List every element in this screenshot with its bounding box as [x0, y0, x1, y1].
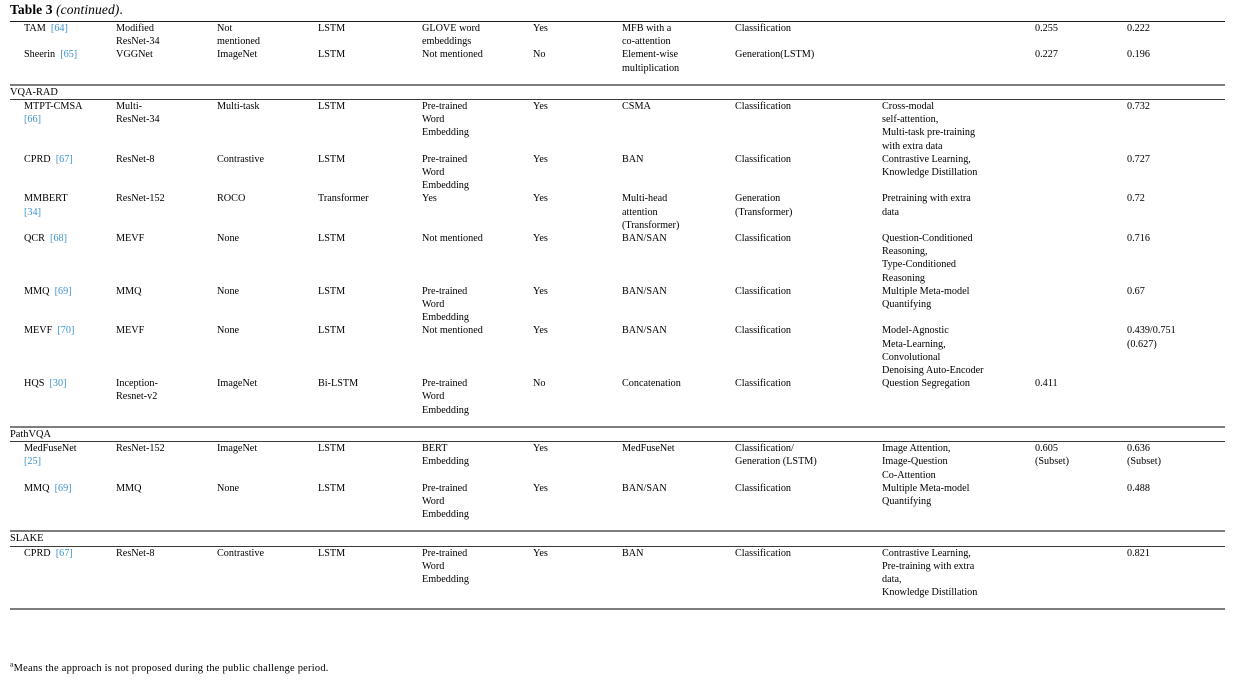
table-cell-techniques [882, 22, 1035, 49]
table-cell-language-encoder: LSTM [318, 442, 422, 482]
table-cell-score-1 [1035, 324, 1127, 377]
table-cell-text-embedding: Not mentioned [422, 233, 483, 245]
spacer-cell [1127, 521, 1225, 531]
method-name: CPRD [24, 547, 51, 559]
table-cell-task: Generation (Transformer) [735, 193, 793, 218]
table-cell-fusion: BAN/SAN [622, 482, 667, 494]
table-cell-pretraining: None [217, 233, 240, 245]
table-cell-techniques: Multiple Meta-model Quantifying [882, 285, 970, 311]
table-cell-techniques [882, 48, 1035, 74]
table-cell-score-1 [1035, 285, 1127, 325]
table-cell-score-2: 0.72 [1127, 193, 1145, 205]
table-cell-language-encoder: LSTM [318, 325, 346, 337]
table-cell-task: Classification [735, 100, 882, 153]
table-cell-visual-encoder: Inception- Resnet-v2 [116, 378, 158, 403]
table-cell-pretraining: Multi-task [217, 100, 318, 153]
table-caption-continued: (continued) [56, 2, 120, 17]
spacer-cell [318, 75, 422, 85]
table-row [10, 22, 1225, 49]
table-cell-visual-encoder: MMQ [116, 482, 142, 494]
table-cell-text-embedding: Not mentioned [422, 49, 483, 61]
footnote-marker: a [10, 659, 14, 669]
spacer-cell [217, 417, 318, 427]
table-cell-task: Classification [735, 378, 792, 390]
closing-rule-cell [533, 609, 622, 610]
table-spacer-row [10, 599, 1225, 609]
spacer-cell [622, 521, 735, 531]
table-cell-method [10, 232, 116, 285]
citation-link[interactable]: [69] [54, 482, 72, 494]
table-cell-techniques: Contrastive Learning, Pre-training with extra data, Knowledge Distillation [882, 546, 1035, 599]
table-cell-language-encoder: Transformer [318, 193, 369, 205]
table-cell-score-2: 0.821 [1127, 546, 1225, 599]
table-cell-language-encoder: Bi-LSTM [318, 378, 359, 390]
table-cell-text-embedding: Pre-trained Word Embedding [422, 285, 469, 324]
spacer-cell [622, 417, 735, 427]
citation-link[interactable]: [65] [60, 49, 78, 61]
table-cell-pretraining: None [217, 285, 240, 297]
spacer-cell [318, 599, 422, 609]
table-cell-score-1 [1035, 482, 1127, 522]
spacer-cell [422, 599, 533, 609]
table-cell-task: Classification [735, 482, 792, 494]
spacer-cell [318, 417, 422, 427]
table-spacer-row [10, 521, 1225, 531]
table-cell-attention: Yes [533, 285, 548, 297]
closing-rule-cell [422, 609, 533, 610]
table-cell-task: Classification [735, 22, 882, 49]
table-cell-fusion: MedFuseNet [622, 442, 735, 482]
spacer-cell [533, 75, 622, 85]
table-cell-score-1 [1035, 100, 1127, 153]
method-name: TAM [24, 23, 46, 34]
table-cell-method [10, 482, 116, 522]
spacer-cell [116, 599, 217, 609]
spacer-cell [217, 75, 318, 85]
citation-link[interactable]: [67] [55, 153, 73, 165]
spacer-cell [1127, 599, 1225, 609]
table-footnote [10, 659, 329, 676]
citation-link[interactable]: [25] [24, 456, 41, 468]
table-cell-text-embedding: Pre-trained Word Embedding [422, 546, 533, 599]
table-cell-task: Classification [735, 285, 792, 297]
spacer-cell [735, 75, 882, 85]
method-name: MedFuseNet [24, 443, 77, 455]
table-cell-visual-encoder: ResNet-152 [116, 193, 165, 205]
table-cell-visual-encoder: ResNet-152 [116, 442, 217, 482]
table-spacer-row [10, 417, 1225, 427]
table-cell-fusion: CSMA [622, 100, 735, 153]
spacer-cell [533, 599, 622, 609]
table-cell-fusion: BAN/SAN [622, 285, 667, 297]
table-cell-score-1: 0.411 [1035, 378, 1058, 390]
table-cell-score-2: 0.488 [1127, 482, 1150, 494]
closing-rule-cell [10, 609, 116, 610]
spacer-cell [882, 599, 1035, 609]
table-cell-pretraining: None [217, 325, 240, 337]
table-cell-text-embedding: Pre-trained Word Embedding [422, 378, 469, 416]
table-cell-fusion: BAN [622, 546, 735, 599]
table-cell-visual-encoder: ResNet-8 [116, 546, 217, 599]
table-cell-task: Classification [735, 546, 882, 599]
table-spacer-row [10, 75, 1225, 85]
table-cell-score-2: 0.439/0.751 (0.627) [1127, 325, 1176, 350]
spacer-cell [116, 75, 217, 85]
section-heading: PathVQA [10, 427, 1225, 442]
table-caption [10, 2, 123, 18]
table-cell-task: Classification/ Generation (LSTM) [735, 442, 882, 482]
method-name: MMQ [24, 482, 50, 494]
table-cell-text-embedding: Pre-trained Word Embedding [422, 482, 469, 521]
table-cell-techniques: Multiple Meta-model Quantifying [882, 482, 970, 507]
table-cell-score-2: 0.222 [1127, 22, 1225, 49]
table-cell-visual-encoder: Modified ResNet-34 [116, 22, 217, 49]
table-cell-visual-encoder: ResNet-8 [116, 153, 155, 165]
table-cell-task: Generation(LSTM) [735, 49, 815, 61]
table-cell-text-embedding: BERT Embedding [422, 442, 533, 482]
table-cell-fusion: BAN/SAN [622, 325, 667, 337]
table-cell-task: Classification [735, 153, 792, 165]
table-cell-text-embedding: Yes [422, 193, 437, 205]
table-cell-techniques: Pretraining with extra data [882, 193, 971, 218]
table-cell-pretraining: ImageNet [217, 49, 258, 61]
spacer-cell [882, 521, 1035, 531]
closing-rule-cell [735, 609, 882, 610]
table-cell-method [10, 192, 116, 232]
table-cell-pretraining: ImageNet [217, 442, 318, 482]
table-cell-method [10, 546, 116, 599]
table-row [10, 232, 1225, 285]
table-cell-attention: Yes [533, 233, 548, 245]
table-cell-score-2: 0.196 [1127, 49, 1150, 61]
spacer-cell [1035, 599, 1127, 609]
table-cell-techniques: Contrastive Learning, Knowledge Distillation [882, 153, 978, 179]
spacer-cell [882, 75, 1035, 85]
table-cell-visual-encoder: Multi- ResNet-34 [116, 100, 217, 153]
spacer-cell [10, 75, 116, 85]
spacer-cell [422, 521, 533, 531]
table-cell-pretraining: Contrastive [217, 546, 318, 599]
table-cell-score-2: 0.716 [1127, 233, 1150, 245]
table-cell-score-1 [1035, 232, 1127, 285]
table-cell-visual-encoder: MEVF [116, 233, 145, 245]
table-cell-attention: Yes [533, 546, 622, 599]
spacer-cell [1035, 521, 1127, 531]
table-cell-fusion: Element-wise multiplication [622, 49, 680, 74]
table-cell-attention: Yes [533, 22, 622, 49]
table-cell-attention: Yes [533, 153, 548, 165]
table-cell-pretraining: Contrastive [217, 153, 264, 165]
method-name: MTPT-CMSA [24, 101, 83, 113]
table-cell-fusion: BAN/SAN [622, 233, 667, 245]
table-cell-text-embedding: Pre-trained Word Embedding [422, 153, 469, 192]
closing-rule-cell [1127, 609, 1225, 610]
table-cell-score-2: 0.727 [1127, 153, 1150, 165]
spacer-cell [217, 521, 318, 531]
closing-rule-cell [318, 609, 422, 610]
spacer-cell [735, 599, 882, 609]
table-cell-text-embedding: Pre-trained Word Embedding [422, 100, 533, 153]
table-cell-method [10, 285, 116, 325]
citation-link[interactable]: [68] [50, 233, 68, 245]
spacer-cell [10, 521, 116, 531]
table-cell-score-1 [1035, 153, 1127, 193]
table-cell-techniques: Image Attention, Image-Question Co-Attention [882, 442, 1035, 482]
table-cell-pretraining: ImageNet [217, 378, 258, 390]
citation-link[interactable]: [30] [49, 378, 67, 390]
method-name: CPRD [24, 153, 51, 165]
table-cell-techniques: Cross-modal self-attention, Multi-task pre-training with extra data [882, 100, 1035, 153]
closing-rule-cell [217, 609, 318, 610]
table-cell-method [10, 22, 116, 49]
table-cell-visual-encoder: MEVF [116, 325, 145, 337]
table-row [10, 100, 1225, 153]
table-cell-attention: No [533, 378, 546, 390]
closing-rule-cell [1035, 609, 1127, 610]
table-cell-language-encoder: LSTM [318, 482, 346, 494]
citation-link[interactable]: [34] [24, 206, 41, 218]
table-cell-visual-encoder: VGGNet [116, 49, 153, 61]
closing-rule-cell [116, 609, 217, 610]
table-cell-method [10, 48, 116, 74]
spacer-cell [318, 521, 422, 531]
table-caption-period: . [119, 2, 123, 17]
table-cell-fusion: BAN [622, 153, 644, 165]
method-name: QCR [24, 233, 45, 245]
table-cell-visual-encoder: MMQ [116, 285, 142, 297]
citation-link[interactable]: [69] [54, 285, 72, 297]
section-heading: SLAKE [10, 531, 1225, 546]
citation-link[interactable]: [67] [55, 547, 73, 559]
table-cell-method [10, 100, 116, 153]
table-row [10, 546, 1225, 599]
method-name: MMBERT [24, 193, 68, 205]
table-cell-task: Classification [735, 325, 792, 337]
table-cell-techniques: Model-Agnostic Meta-Learning, Convolutional Denoising Auto-Encoder [882, 325, 984, 377]
section-heading-row [10, 531, 1225, 546]
table-cell-pretraining: ROCO [217, 193, 246, 205]
method-name: Sheerin [24, 49, 56, 61]
spacer-cell [1035, 75, 1127, 85]
table-cell-attention: Yes [533, 482, 548, 494]
spacer-cell [217, 599, 318, 609]
table-cell-pretraining: Not mentioned [217, 22, 318, 49]
table-container [10, 21, 1225, 610]
table-cell-attention: Yes [533, 193, 548, 205]
table-cell-text-embedding: Not mentioned [422, 325, 483, 337]
table-cell-score-1: 0.255 [1035, 22, 1127, 49]
section-heading-row [10, 427, 1225, 442]
table-row [10, 285, 1225, 325]
table-cell-attention: Yes [533, 325, 548, 337]
table-cell-fusion: MFB with a co-attention [622, 22, 735, 49]
table-cell-language-encoder: LSTM [318, 49, 346, 61]
method-name: MEVF [24, 325, 53, 337]
table-row [10, 192, 1225, 232]
section-heading: VQA-RAD [10, 85, 1225, 100]
table-cell-attention: No [533, 49, 546, 61]
table-cell-fusion: Concatenation [622, 378, 681, 390]
table-row [10, 442, 1225, 482]
spacer-cell [1127, 417, 1225, 427]
table-cell-score-2: 0.636 (Subset) [1127, 442, 1225, 482]
spacer-cell [622, 599, 735, 609]
table-cell-task: Classification [735, 233, 792, 245]
method-name: HQS [24, 378, 45, 390]
table-cell-score-1 [1035, 192, 1127, 232]
table-cell-language-encoder: LSTM [318, 153, 346, 165]
table-row [10, 324, 1225, 377]
spacer-cell [1035, 417, 1127, 427]
data-table [10, 21, 1225, 610]
spacer-cell [735, 417, 882, 427]
table-cell-language-encoder: LSTM [318, 285, 346, 297]
table-cell-method [10, 442, 116, 482]
table-cell-score-1: 0.605 (Subset) [1035, 442, 1127, 482]
table-cell-attention: Yes [533, 100, 622, 153]
table-cell-techniques: Question Segregation [882, 378, 970, 390]
closing-rule-cell [882, 609, 1035, 610]
spacer-cell [533, 417, 622, 427]
footnote-text: Means the approach is not proposed during the public challenge period. [13, 663, 329, 674]
table-body [10, 22, 1225, 611]
table-row [10, 482, 1225, 522]
spacer-cell [622, 75, 735, 85]
spacer-cell [422, 75, 533, 85]
table-cell-language-encoder: LSTM [318, 22, 422, 49]
table-cell-techniques: Question-Conditioned Reasoning, Type-Conditioned Reasoning [882, 233, 973, 284]
table-cell-language-encoder: LSTM [318, 546, 422, 599]
spacer-cell [10, 599, 116, 609]
spacer-cell [116, 417, 217, 427]
table-cell-attention: Yes [533, 442, 622, 482]
citation-link[interactable]: [70] [57, 325, 75, 337]
section-heading-row [10, 85, 1225, 100]
table-row [10, 48, 1225, 74]
citation-link[interactable]: [64] [50, 23, 68, 34]
table-cell-score-2: 0.732 [1127, 100, 1225, 153]
table-row [10, 153, 1225, 193]
citation-link[interactable]: [66] [24, 114, 41, 126]
table-closing-rule [10, 609, 1225, 610]
spacer-cell [882, 417, 1035, 427]
table-cell-method [10, 153, 116, 193]
table-cell-text-embedding: GLOVE word embeddings [422, 22, 533, 49]
spacer-cell [116, 521, 217, 531]
method-name: MMQ [24, 285, 50, 297]
spacer-cell [533, 521, 622, 531]
table-cell-pretraining: None [217, 482, 240, 494]
spacer-cell [10, 417, 116, 427]
table-cell-score-2 [1127, 377, 1225, 417]
table-cell-fusion: Multi-head attention (Transformer) [622, 193, 680, 231]
spacer-cell [735, 521, 882, 531]
table-cell-method [10, 324, 116, 377]
table-caption-label: Table 3 [10, 2, 53, 17]
table-cell-method [10, 377, 116, 417]
table-row [10, 377, 1225, 417]
closing-rule-cell [622, 609, 735, 610]
table-cell-score-2: 0.67 [1127, 285, 1145, 297]
table-cell-language-encoder: LSTM [318, 100, 422, 153]
table-cell-language-encoder: LSTM [318, 233, 346, 245]
spacer-cell [422, 417, 533, 427]
table-cell-score-1 [1035, 546, 1127, 599]
table-cell-score-1: 0.227 [1035, 49, 1058, 61]
spacer-cell [1127, 75, 1225, 85]
